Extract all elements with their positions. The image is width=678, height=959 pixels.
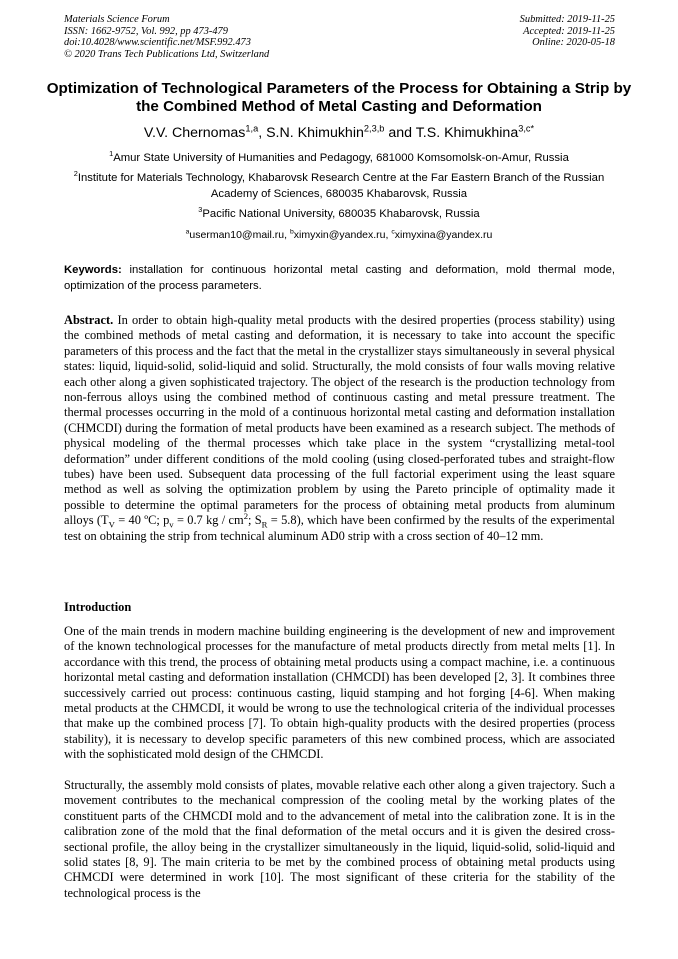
ratio-subscript: R [261,519,268,530]
accepted-date: Accepted: 2019-11-25 [523,25,615,37]
journal-copyright: © 2020 Trans Tech Publications Ltd, Switzerland [64,48,270,60]
paper-title: Optimization of Technological Parameters of the Process for Obtaining a Strip by the Combined Method of Metal Casting and Deformation [46,80,632,115]
pressure-subscript: v [169,519,174,530]
author-name: S.N. Khimukhin [266,125,364,141]
author-name: V.V. Chernomas [143,125,246,141]
online-date: Online: 2020-05-18 [532,37,615,49]
affiliation-1 [60,150,618,166]
ratio-prefix: ; S [248,513,262,528]
author-affiliation-marker: 3,c* [518,123,535,134]
email-list [60,228,618,242]
pressure-value: = 0.7 kg / cm [173,513,244,528]
abstract-label: Abstract. [64,313,114,327]
author-affiliation-marker: 1,a [245,123,259,134]
journal-header [64,14,269,60]
author-list [40,124,638,142]
submitted-date: Submitted: 2019-11-25 [519,14,615,25]
journal-name: Materials Science Forum [64,14,170,25]
keywords-text: installation for continuous horizontal metal casting and deformation, mold thermal mode, optimization of the process parameters. [64,264,615,292]
keywords [64,262,615,294]
journal-issn: ISSN: 1662-9752, Vol. 992, pp 473-479 [64,25,228,37]
introduction-paragraph-1: One of the main trends in modern machine building engineering is the development of new and improvement of the known technological processes for the manufacture of metal products directly from metal melts [1]. In accordance with this trend, the process of obtaining metal products using a compact machine, i.e. a continuous horizontal metal casting and deformation installation (CHMCDI) has been developed [2, 3]. It combines three successively carried out process: continuous casting, liquid stamping and hot forging [4-6]. When making metal products at the CHMCDI, it would be wrong to use the technological criteria of the individual processes that make up the combined process [7]. To obtain high-quality products with the desired properties (process stability), it is necessary to develop specific parameters of this new combined process, which are associated with the sophisticated mold design of the CHMCDI. [64,624,615,762]
abstract [64,313,615,544]
author-separator: , [258,125,267,141]
affiliation-2 [60,170,618,202]
abstract-conclusion: = 5.8), which have been confirmed by the results of the experimental test on obtaining the strip from technical aluminum AD0 strip with a cross section of 40–12 mm. [64,513,615,543]
affiliation-text: Pacific National University, 680035 Khabarovsk, Russia [202,208,480,220]
email-separator: , [284,229,290,241]
email-address: userman10@mail.ru [189,229,285,241]
temperature-symbol: T [101,513,109,528]
email-marker: a [185,228,190,236]
email-separator: , [385,229,392,241]
affiliation-number: 3 [198,205,203,215]
email-address: ximyxin@yandex.ru [293,229,386,241]
affiliation-text: Amur State University of Humanities and Pedagogy, 681000 Komsomolsk-on-Amur, Russia [113,152,569,164]
journal-doi: doi:10.4028/www.scientific.net/MSF.992.473 [64,37,251,49]
temperature-value: = 40 ºC; p [114,513,170,528]
affiliation-number: 2 [73,169,78,179]
author-affiliation-marker: 2,3,b [363,123,385,134]
abstract-text: In order to obtain high-quality metal products with the desired properties (process stability) using the combined methods of metal casting and deformation, it is necessary to take into account the specific parameters of this process and the fact that the metal in the crystallizer stays simultaneously in several physical states: liquid, liquid-solid, solid-liquid and solid. Structurally, the mold consists of four walls moving relative each other along a given sophisticated trajectory. The object of the research is the production technology from non-ferrous alloys using the combined method of continuous casting and metal pressure treatment. The thermal processes occurring in the mold of a continuous horizontal metal casting and deformation installation (CHMCDI) during the formation of metal products have been examined as a research subject. The methods of physical modeling of the thermal processes which take place in the system “crystallizing metal-tool deformation” under different conditions of the mold cooling (using closed-perforated tubes and straight-flow tubes) have been used. Subsequent data processing of the full factorial experiment using the least square method as well as solving the optimization problem by using the Pareto principle of optimality made it possible to determine the optimal parameters for the process of obtaining metal products from aluminum alloys ( [64,313,615,528]
author-name: T.S. Khimukhina [415,125,519,141]
affiliation-3 [60,206,618,222]
email-marker: b [289,228,294,236]
author-separator: and [384,125,416,141]
affiliation-number: 1 [109,149,114,159]
email-marker: c [391,228,395,236]
dates-header [520,14,615,49]
email-address: ximyxina@yandex.ru [394,229,493,241]
introduction-paragraph-2: Structurally, the assembly mold consists of plates, movable relative each other along a given trajectory. Such a movement contributes to the mechanical compression of the cooling metal by the working plates of the constituent parts of the CHMCDI mold and to the advancement of metal into the calibration zone. It is in the calibration zone of the mold that the final deformation of the metal occurs and it is given the desired cross-sectional profile, the alloy being in the crystallizer simultaneously in the liquid, liquid-solid, solid-liquid and solid states [8, 9]. The main criteria to be met by the combined process of obtaining metal products using CHMCDI were determined in work [10]. The most significant of these criteria for the stability of the technological process is the [64,778,615,900]
introduction-heading: Introduction [64,600,132,614]
pressure-exponent: 2 [243,511,249,522]
keywords-label: Keywords: [64,264,122,276]
temperature-subscript: V [108,519,115,530]
affiliation-text: Institute for Materials Technology, Khabarovsk Research Centre at the Far Eastern Branch of the Russian Academy of Sciences, 680035 Khabarovsk, Russia [77,172,605,200]
